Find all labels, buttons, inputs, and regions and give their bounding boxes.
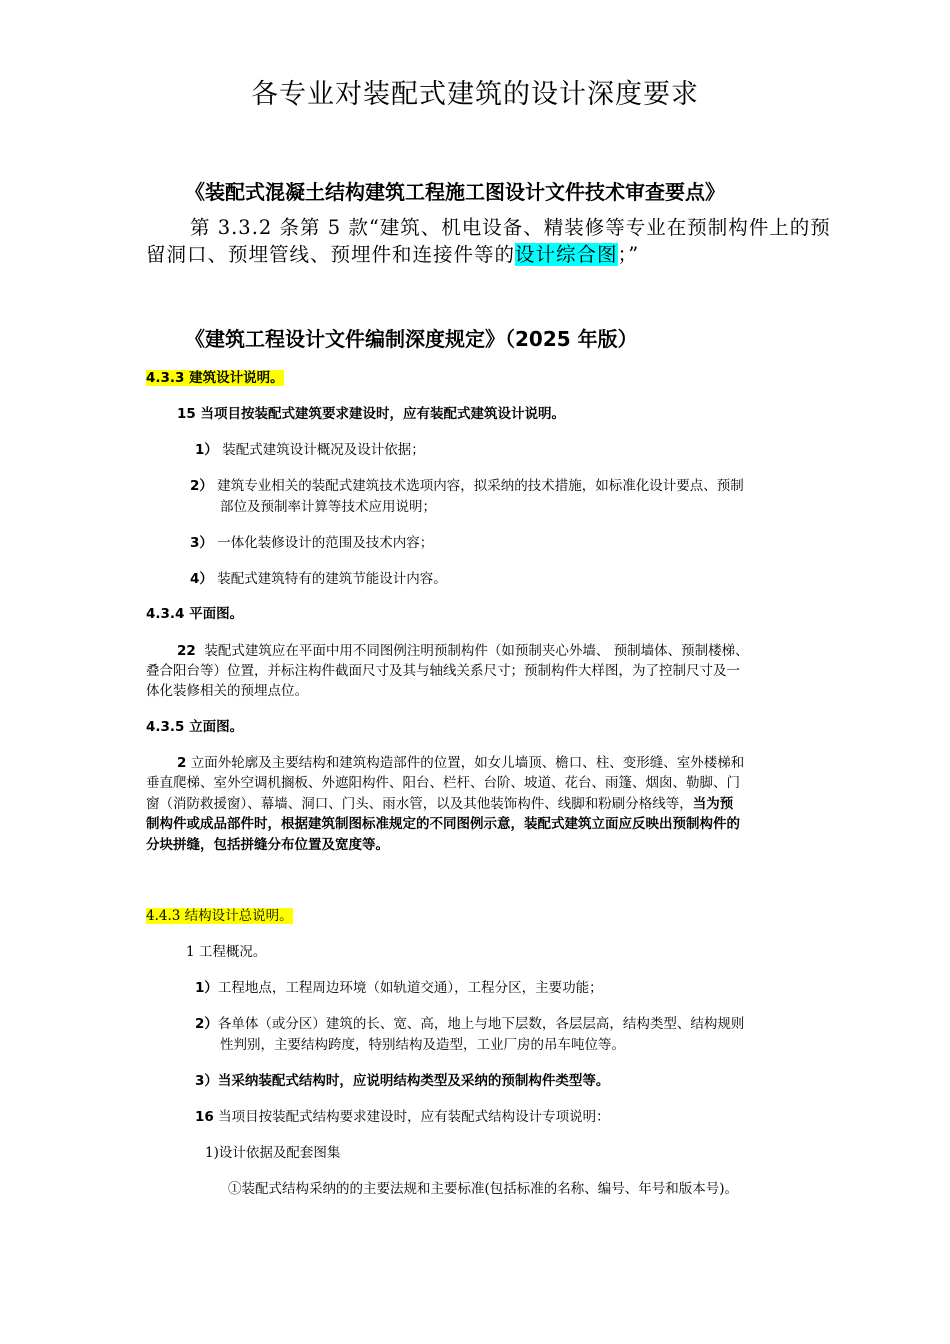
- s443-sub-2: 2）各单体（或分区）建筑的长、宽、高，地上与地下层数，各层层高，结构类型、结构规则: [195, 1016, 745, 1032]
- design-basis: 1)设计依据及配套图集: [205, 1145, 341, 1161]
- review-line-1: 第 3.3.2 条第 5 款“建筑、机电设备、精装修等专业在预制构件上的预: [190, 216, 831, 239]
- review-line-2-post: ；”: [617, 243, 640, 266]
- page-title: 各专业对装配式建筑的设计深度要求: [251, 79, 699, 110]
- s435-line-2: 垂直爬梯、室外空调机搁板、外遮阳构件、阳台、栏杆、台阶、坡道、花台、雨篷、烟囱、勒脚、门: [146, 775, 740, 791]
- s443-sub-3: 3）当采纳装配式结构时，应说明结构类型及采纳的预制构件类型等。: [195, 1073, 610, 1089]
- section-433-heading: 4.3.3 建筑设计说明。: [146, 370, 284, 386]
- section-443-heading: 4.4.3 结构设计总说明。: [146, 908, 293, 924]
- s433-sub-2: 2） 建筑专业相关的装配式建筑技术选项内容，拟采纳的技术措施，如标准化设计要点、预制: [190, 478, 744, 494]
- s434-line-2: 叠合阳台等）位置，并标注构件截面尺寸及其与轴线关系尺寸；预制构件大样图，为了控制尺寸及一: [146, 663, 740, 679]
- review-line-2-pre: 留洞口、预埋管线、预埋件和连接件等的: [146, 243, 516, 266]
- item-1-overview: 1 工程概况。: [186, 944, 267, 960]
- s434-line-3: 体化装修相关的预埋点位。: [146, 683, 308, 699]
- highlight-design-drawing: 设计综合图: [515, 243, 618, 266]
- s435-line-4: 制构件或成品部件时，根据建筑制图标准规定的不同图例示意，装配式建筑立面应反映出预制构件的: [146, 816, 740, 832]
- review-line-2: [146, 241, 639, 268]
- s433-sub-1: 1） 装配式建筑设计概况及设计依据；: [195, 442, 425, 458]
- item-16: 16 当项目按装配式结构要求建设时，应有装配式结构设计专项说明：: [195, 1109, 610, 1125]
- s435-line-1: 2 立面外轮廓及主要结构和建筑构造部件的位置，如女儿墙顶、檐口、柱、变形缝、室外楼梯和: [177, 755, 745, 771]
- depth-heading: 《建筑工程设计文件编制深度规定》（2025 年版）: [185, 327, 638, 351]
- review-heading: 《装配式混凝土结构建筑工程施工图设计文件技术审查要点》: [185, 180, 725, 204]
- laws-standards: ①装配式结构采纳的的主要法规和主要标准(包括标准的名称、编号、年号和版本号)。: [228, 1181, 739, 1197]
- s433-sub-4: 4） 装配式建筑特有的建筑节能设计内容。: [190, 571, 447, 587]
- section-434-heading: 4.3.4 平面图。: [146, 606, 244, 622]
- s433-sub-3: 3） 一体化装修设计的范围及技术内容；: [190, 535, 434, 551]
- s435-line-5: 分块拼缝，包括拼缝分布位置及宽度等。: [146, 837, 389, 853]
- s443-sub-1: 1）工程地点，工程周边环境（如轨道交通），工程分区，主要功能；: [195, 980, 603, 996]
- section-435-heading: 4.3.5 立面图。: [146, 719, 244, 735]
- item-15: 15 当项目按装配式建筑要求建设时，应有装配式建筑设计说明。: [177, 406, 565, 422]
- s433-sub-2-cont: 部位及预制率计算等技术应用说明；: [220, 499, 436, 515]
- s443-sub-2-cont: 性判别，主要结构跨度，特别结构及造型，工业厂房的吊车吨位等。: [220, 1037, 625, 1053]
- s434-line-1: 22 装配式建筑应在平面中用不同图例注明预制构件（如预制夹心外墙、 预制墙体、预制楼梯、: [177, 643, 749, 659]
- s435-line-3: 窗（消防救援窗）、幕墙、洞口、门头、雨水管，以及其他装饰构件、线脚和粉刷分格线等，当为预: [146, 796, 734, 812]
